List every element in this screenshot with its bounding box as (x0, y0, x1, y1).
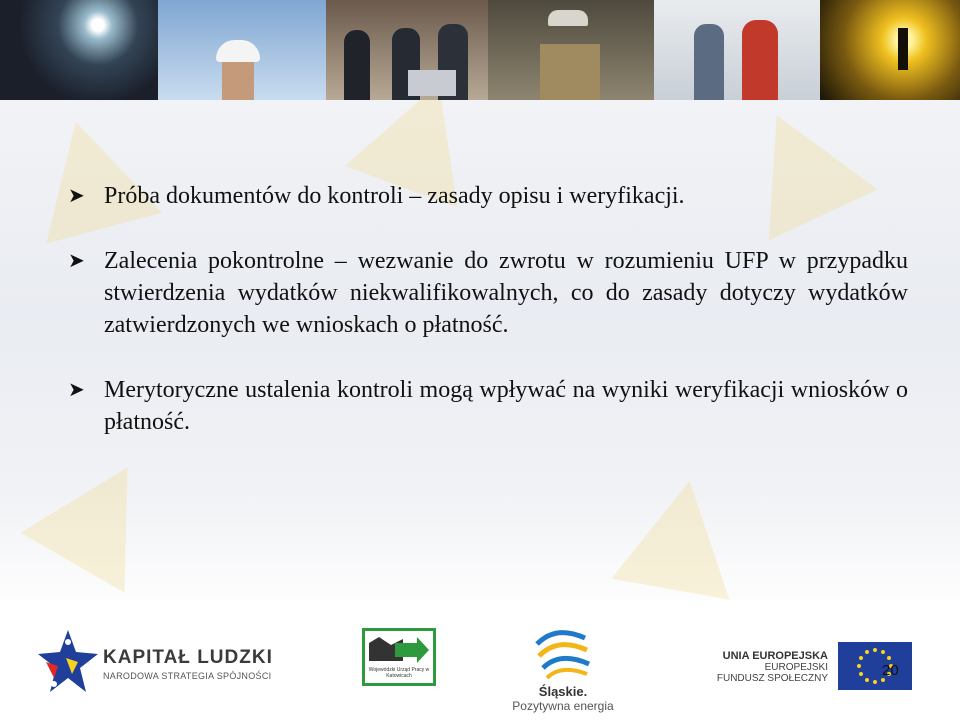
kapital-ludzki-logo-icon (38, 628, 98, 696)
eu-flag-icon (838, 642, 912, 690)
eu-fund-text (717, 650, 828, 684)
kapital-ludzki-text (103, 647, 273, 681)
bullet-text: Zalecenia pokontrolne – wezwanie do zwrotu w rozumieniu UFP w przypadku stwierdzenia wydatków niekwalifikowalnych, co do zasady dotyczy wydatków zatwierdzonych we wnioskach o płatność. (104, 248, 908, 338)
wup-logo (362, 628, 436, 686)
background-star-shape (611, 470, 748, 599)
bullet-item (68, 374, 908, 438)
eu-title: UNIA EUROPEJSKA (722, 650, 828, 662)
bullet-text: Merytoryczne ustalenia kontroli mogą wpływać na wyniki weryfikacji wniosków o płatność. (104, 377, 908, 435)
kapital-ludzki-title: KAPITAŁ LUDZKI (103, 647, 273, 668)
photo-elderly-worker (488, 0, 654, 100)
photo-sunset-silhouette (820, 0, 960, 100)
photo-business-team (326, 0, 488, 100)
photo-hardhat-worker (158, 0, 326, 100)
bullet-item (68, 245, 908, 341)
arrow-bullet-icon: ➤ (68, 185, 85, 207)
bullet-item (68, 180, 908, 212)
bullet-list (68, 180, 908, 471)
kapital-ludzki-subtitle: NARODOWA STRATEGIA SPÓJNOŚCI (103, 671, 272, 681)
slaskie-subtitle: Pozytywna energia (512, 699, 614, 713)
bullet-text: Próba dokumentów do kontroli – zasady opisu i weryfikacji. (104, 183, 685, 209)
wup-arrow-icon (365, 633, 433, 667)
eu-fund-line1: EUROPEJSKI (764, 662, 828, 673)
photo-banner (0, 0, 960, 100)
wup-text: Wojewódzki Urząd Pracy w Katowicach (368, 667, 430, 679)
slaskie-logo-icon (533, 626, 593, 682)
eu-fund-line2: FUNDUSZ SPOŁECZNY (716, 673, 828, 684)
photo-welder (0, 0, 158, 100)
arrow-bullet-icon: ➤ (68, 379, 85, 401)
arrow-bullet-icon: ➤ (68, 250, 85, 272)
page-number: 20 (882, 662, 899, 679)
slaskie-title: Śląskie. (538, 684, 588, 699)
slaskie-text (503, 684, 623, 713)
photo-office-workers (654, 0, 820, 100)
